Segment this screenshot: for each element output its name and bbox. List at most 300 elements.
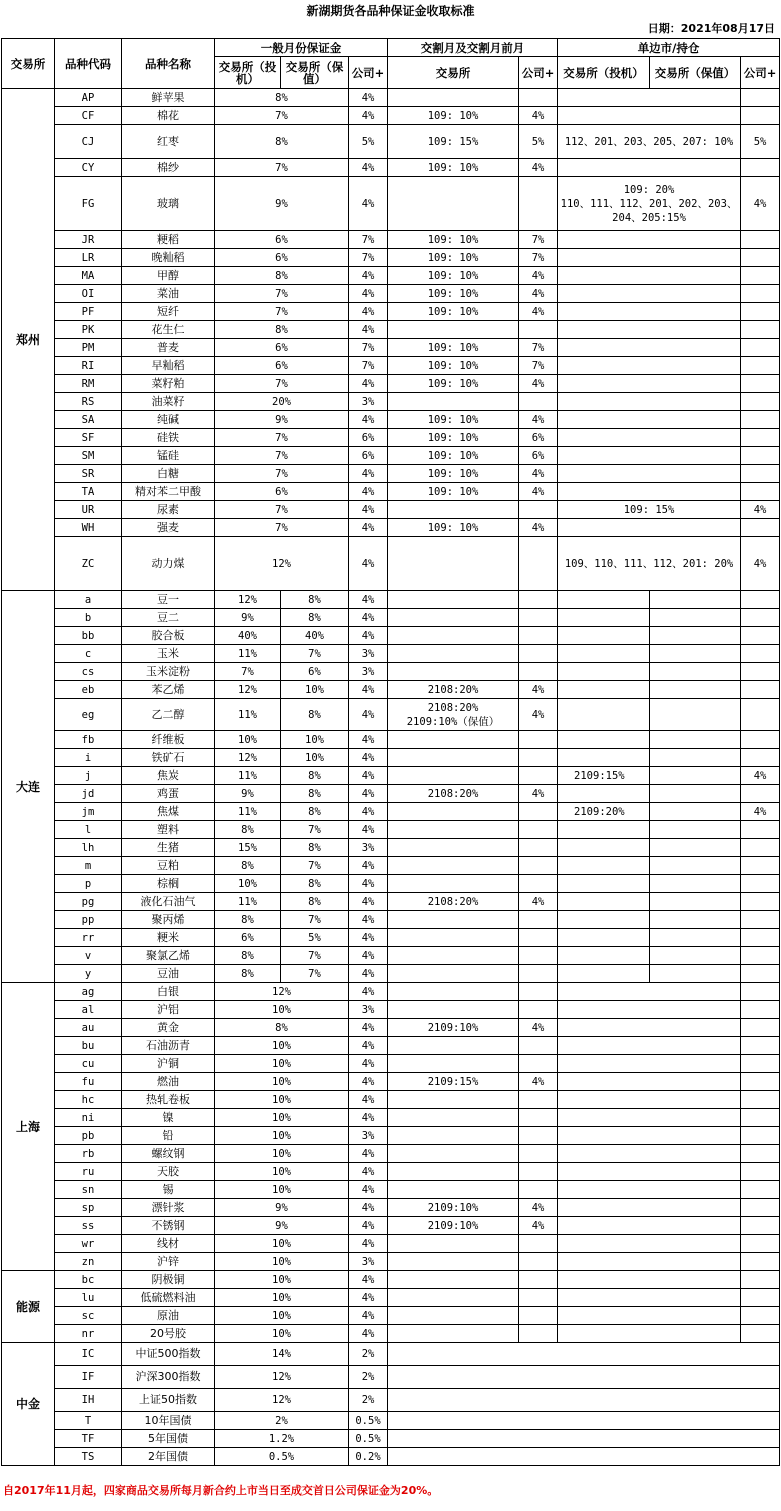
delivery-company-cell — [519, 767, 558, 785]
delivery-margin-cell — [388, 1271, 519, 1289]
code-cell: SF — [55, 429, 122, 447]
company-add-cell: 4% — [349, 519, 388, 537]
table-row — [2, 839, 780, 857]
margin-cell: 10% — [215, 1181, 349, 1199]
table-row — [2, 1163, 780, 1181]
single-company-cell — [741, 1253, 780, 1271]
delivery-margin-cell: 109: 10% — [388, 285, 519, 303]
delivery-margin-cell: 109: 15% — [388, 125, 519, 159]
delivery-company-cell — [519, 645, 558, 663]
code-cell: sn — [55, 1181, 122, 1199]
company-add-cell: 4% — [349, 749, 388, 767]
margin-hedge-cell: 10% — [281, 749, 349, 767]
margin-cell: 8% — [215, 321, 349, 339]
single-company-cell — [741, 983, 780, 1001]
delivery-margin-cell — [388, 839, 519, 857]
margin-hedge-cell: 8% — [281, 609, 349, 627]
single-side-cell — [558, 285, 741, 303]
single-hedge-cell — [650, 591, 741, 609]
table-row — [2, 1271, 780, 1289]
product-name-cell: 白糖 — [122, 465, 215, 483]
delivery-company-cell: 4% — [519, 303, 558, 321]
margin-cell: 8% — [215, 125, 349, 159]
product-name-cell: 强麦 — [122, 519, 215, 537]
code-cell: jd — [55, 785, 122, 803]
delivery-company-cell — [519, 1253, 558, 1271]
margin-cell: 7% — [215, 465, 349, 483]
product-name-cell: 黄金 — [122, 1019, 215, 1037]
single-side-cell — [558, 1163, 741, 1181]
table-row — [2, 125, 780, 159]
product-name-cell: 红枣 — [122, 125, 215, 159]
table-row — [2, 1037, 780, 1055]
code-cell: fb — [55, 731, 122, 749]
code-cell: ni — [55, 1109, 122, 1127]
single-side-cell — [558, 483, 741, 501]
single-company-cell — [741, 965, 780, 983]
company-add-cell: 4% — [349, 965, 388, 983]
delivery-company-cell — [519, 1145, 558, 1163]
delivery-company-cell: 4% — [519, 159, 558, 177]
single-company-cell — [741, 1325, 780, 1343]
single-hedge-cell — [650, 857, 741, 875]
delivery-company-cell — [519, 1307, 558, 1325]
margin-cell: 20% — [215, 393, 349, 411]
single-company-cell — [741, 1037, 780, 1055]
company-add-cell: 4% — [349, 1055, 388, 1073]
table-row — [2, 483, 780, 501]
code-cell: hc — [55, 1091, 122, 1109]
code-cell: bu — [55, 1037, 122, 1055]
delivery-margin-cell — [388, 857, 519, 875]
delivery-margin-cell — [388, 1253, 519, 1271]
table-row — [2, 1127, 780, 1145]
single-side-cell — [558, 375, 741, 393]
code-cell: nr — [55, 1325, 122, 1343]
delivery-company-cell — [519, 857, 558, 875]
product-name-cell: 螺纹钢 — [122, 1145, 215, 1163]
empty-cell — [388, 1412, 780, 1430]
company-add-cell: 4% — [349, 159, 388, 177]
company-add-cell: 4% — [349, 483, 388, 501]
company-add-cell: 7% — [349, 339, 388, 357]
single-speculation-cell — [558, 857, 650, 875]
margin-speculation-cell: 8% — [215, 821, 281, 839]
delivery-margin-cell: 109: 10% — [388, 519, 519, 537]
margin-cell: 9% — [215, 1217, 349, 1235]
delivery-company-cell — [519, 89, 558, 107]
single-speculation-cell — [558, 663, 650, 681]
margin-cell: 1.2% — [215, 1430, 349, 1448]
single-company-cell — [741, 1109, 780, 1127]
single-hedge-cell — [650, 785, 741, 803]
margin-hedge-cell: 40% — [281, 627, 349, 645]
single-side-cell — [558, 231, 741, 249]
product-name-cell: 甲醇 — [122, 267, 215, 285]
single-speculation-cell: 2109:20% — [558, 803, 650, 821]
product-name-cell: 沪锌 — [122, 1253, 215, 1271]
company-add-cell: 4% — [349, 893, 388, 911]
exchange-cell: 能源 — [2, 1271, 55, 1343]
delivery-margin-cell — [388, 645, 519, 663]
margin-hedge-cell: 8% — [281, 591, 349, 609]
single-side-cell — [558, 267, 741, 285]
code-cell: OI — [55, 285, 122, 303]
table-row — [2, 231, 780, 249]
single-side-cell — [558, 89, 741, 107]
delivery-company-cell: 4% — [519, 483, 558, 501]
delivery-company-cell: 4% — [519, 699, 558, 731]
table-row — [2, 1091, 780, 1109]
code-cell: ag — [55, 983, 122, 1001]
single-side-cell — [558, 1289, 741, 1307]
product-name-cell: 玉米 — [122, 645, 215, 663]
product-name-cell: 棕榈 — [122, 875, 215, 893]
company-add-cell: 3% — [349, 1001, 388, 1019]
product-name-cell: 石油沥青 — [122, 1037, 215, 1055]
table-row — [2, 1199, 780, 1217]
delivery-margin-cell: 109: 10% — [388, 107, 519, 125]
single-side-cell: 109: 20% 110、111、112、201、202、203、204、205:15% — [558, 177, 741, 231]
single-hedge-cell — [650, 731, 741, 749]
code-cell: IH — [55, 1389, 122, 1412]
product-name-cell: 铅 — [122, 1127, 215, 1145]
table-row — [2, 1389, 780, 1412]
company-add-cell: 4% — [349, 107, 388, 125]
code-cell: l — [55, 821, 122, 839]
table-row — [2, 1412, 780, 1430]
single-hedge-cell — [650, 821, 741, 839]
delivery-margin-cell: 109: 10% — [388, 231, 519, 249]
company-add-cell: 4% — [349, 1091, 388, 1109]
company-add-cell: 4% — [349, 911, 388, 929]
delivery-margin-cell — [388, 1091, 519, 1109]
table-row — [2, 699, 780, 731]
delivery-margin-cell: 109: 10% — [388, 429, 519, 447]
table-row — [2, 1019, 780, 1037]
empty-cell — [388, 1343, 780, 1366]
margin-cell: 10% — [215, 1235, 349, 1253]
company-add-cell: 4% — [349, 1325, 388, 1343]
single-side-cell — [558, 1253, 741, 1271]
margin-cell: 8% — [215, 267, 349, 285]
table-row — [2, 1448, 780, 1466]
margin-cell: 10% — [215, 1289, 349, 1307]
delivery-company-cell: 4% — [519, 1019, 558, 1037]
delivery-company-cell — [519, 1001, 558, 1019]
margin-hedge-cell: 7% — [281, 645, 349, 663]
company-add-cell: 0.2% — [349, 1448, 388, 1466]
single-side-cell — [558, 249, 741, 267]
product-name-cell: 鸡蛋 — [122, 785, 215, 803]
table-row — [2, 159, 780, 177]
table-row — [2, 591, 780, 609]
delivery-company-cell: 6% — [519, 429, 558, 447]
delivery-company-cell: 4% — [519, 519, 558, 537]
single-company-cell — [741, 375, 780, 393]
table-row — [2, 1289, 780, 1307]
single-side-cell — [558, 303, 741, 321]
single-company-cell — [741, 609, 780, 627]
delivery-company-cell — [519, 321, 558, 339]
margin-cell: 12% — [215, 537, 349, 591]
company-add-cell: 4% — [349, 731, 388, 749]
product-name-cell: 塑料 — [122, 821, 215, 839]
empty-cell — [388, 1366, 780, 1389]
delivery-margin-cell — [388, 591, 519, 609]
product-name-cell: 沪深300指数 — [122, 1366, 215, 1389]
code-cell: RS — [55, 393, 122, 411]
single-speculation-cell — [558, 645, 650, 663]
single-speculation-cell — [558, 965, 650, 983]
delivery-company-cell — [519, 911, 558, 929]
delivery-margin-cell — [388, 1109, 519, 1127]
product-name-cell: 沪铜 — [122, 1055, 215, 1073]
single-company-cell — [741, 785, 780, 803]
single-side-cell — [558, 1325, 741, 1343]
product-name-cell: 焦炭 — [122, 767, 215, 785]
delivery-margin-cell: 2108:20% — [388, 681, 519, 699]
table-row — [2, 249, 780, 267]
table-row — [2, 1430, 780, 1448]
header-delivery-exchange: 交易所 — [388, 57, 519, 89]
product-name-cell: 不锈钢 — [122, 1217, 215, 1235]
exchange-cell: 上海 — [2, 983, 55, 1271]
single-company-cell — [741, 893, 780, 911]
company-add-cell: 4% — [349, 465, 388, 483]
product-name-cell: 热轧卷板 — [122, 1091, 215, 1109]
delivery-company-cell — [519, 1037, 558, 1055]
single-speculation-cell — [558, 749, 650, 767]
margin-cell: 7% — [215, 519, 349, 537]
delivery-margin-cell — [388, 875, 519, 893]
single-company-cell — [741, 1145, 780, 1163]
margin-speculation-cell: 11% — [215, 893, 281, 911]
delivery-company-cell — [519, 731, 558, 749]
delivery-company-cell: 4% — [519, 1199, 558, 1217]
header-delivery-month: 交割月及交割月前月 — [388, 39, 558, 57]
single-side-cell — [558, 1181, 741, 1199]
margin-hedge-cell: 10% — [281, 731, 349, 749]
company-add-cell: 4% — [349, 303, 388, 321]
header-delivery-company: 公司+ — [519, 57, 558, 89]
exchange-cell: 郑州 — [2, 89, 55, 591]
code-cell: zn — [55, 1253, 122, 1271]
single-company-cell — [741, 89, 780, 107]
table-row — [2, 749, 780, 767]
single-side-cell — [558, 393, 741, 411]
margin-cell: 2% — [215, 1412, 349, 1430]
margin-speculation-cell: 9% — [215, 785, 281, 803]
delivery-company-cell: 4% — [519, 375, 558, 393]
single-company-cell — [741, 627, 780, 645]
delivery-margin-cell: 109: 10% — [388, 357, 519, 375]
product-name-cell: 晚籼稻 — [122, 249, 215, 267]
margin-cell: 9% — [215, 177, 349, 231]
table-row — [2, 447, 780, 465]
delivery-company-cell: 4% — [519, 411, 558, 429]
margin-speculation-cell: 12% — [215, 681, 281, 699]
code-cell: fu — [55, 1073, 122, 1091]
single-company-cell — [741, 929, 780, 947]
margin-cell: 7% — [215, 375, 349, 393]
margin-speculation-cell: 8% — [215, 911, 281, 929]
code-cell: sc — [55, 1307, 122, 1325]
product-name-cell: 液化石油气 — [122, 893, 215, 911]
company-add-cell: 3% — [349, 1253, 388, 1271]
single-speculation-cell — [558, 929, 650, 947]
table-row — [2, 339, 780, 357]
product-name-cell: 镍 — [122, 1109, 215, 1127]
delivery-margin-cell — [388, 1181, 519, 1199]
delivery-company-cell — [519, 983, 558, 1001]
code-cell: eb — [55, 681, 122, 699]
company-add-cell: 4% — [349, 1199, 388, 1217]
product-name-cell: 动力煤 — [122, 537, 215, 591]
table-row — [2, 357, 780, 375]
company-add-cell: 4% — [349, 627, 388, 645]
code-cell: JR — [55, 231, 122, 249]
single-company-cell — [741, 393, 780, 411]
single-side-cell — [558, 519, 741, 537]
margin-cell: 10% — [215, 1325, 349, 1343]
table-row — [2, 803, 780, 821]
table-row — [2, 411, 780, 429]
product-name-cell: 聚丙烯 — [122, 911, 215, 929]
company-add-cell: 4% — [349, 1163, 388, 1181]
single-side-cell — [558, 1055, 741, 1073]
product-name-cell: 乙二醇 — [122, 699, 215, 731]
table-row — [2, 519, 780, 537]
table-row — [2, 107, 780, 125]
single-company-cell: 4% — [741, 177, 780, 231]
product-name-cell: 生猪 — [122, 839, 215, 857]
single-side-cell — [558, 411, 741, 429]
single-company-cell — [741, 645, 780, 663]
company-add-cell: 4% — [349, 1037, 388, 1055]
single-company-cell — [741, 1199, 780, 1217]
code-cell: pg — [55, 893, 122, 911]
delivery-company-cell: 7% — [519, 357, 558, 375]
delivery-company-cell: 4% — [519, 893, 558, 911]
single-company-cell — [741, 699, 780, 731]
delivery-company-cell: 7% — [519, 339, 558, 357]
single-hedge-cell — [650, 839, 741, 857]
margin-hedge-cell: 7% — [281, 857, 349, 875]
header-exchange: 交易所 — [2, 39, 55, 89]
delivery-margin-cell — [388, 1325, 519, 1343]
margin-hedge-cell: 8% — [281, 839, 349, 857]
single-side-cell — [558, 1217, 741, 1235]
header-exchange-hedge: 交易所（保值） — [281, 57, 349, 89]
company-add-cell: 4% — [349, 929, 388, 947]
code-cell: IF — [55, 1366, 122, 1389]
delivery-company-cell — [519, 1055, 558, 1073]
table-row — [2, 1181, 780, 1199]
empty-cell — [388, 1448, 780, 1466]
single-speculation-cell — [558, 609, 650, 627]
single-side-cell — [558, 447, 741, 465]
table-row — [2, 875, 780, 893]
single-hedge-cell — [650, 645, 741, 663]
table-row — [2, 857, 780, 875]
company-add-cell: 4% — [349, 267, 388, 285]
code-cell: cs — [55, 663, 122, 681]
company-add-cell: 4% — [349, 375, 388, 393]
single-company-cell — [741, 1055, 780, 1073]
single-company-cell — [741, 465, 780, 483]
delivery-margin-cell — [388, 731, 519, 749]
delivery-margin-cell — [388, 663, 519, 681]
table-row — [2, 1001, 780, 1019]
single-company-cell — [741, 159, 780, 177]
code-cell: p — [55, 875, 122, 893]
margin-cell: 8% — [215, 1019, 349, 1037]
delivery-company-cell — [519, 537, 558, 591]
delivery-margin-cell: 109: 10% — [388, 447, 519, 465]
delivery-margin-cell: 2108:20% — [388, 893, 519, 911]
single-hedge-cell — [650, 663, 741, 681]
code-cell: pb — [55, 1127, 122, 1145]
company-add-cell: 4% — [349, 1145, 388, 1163]
header-name: 品种名称 — [122, 39, 215, 89]
single-hedge-cell — [650, 947, 741, 965]
single-company-cell: 4% — [741, 803, 780, 821]
product-name-cell: 花生仁 — [122, 321, 215, 339]
company-add-cell: 3% — [349, 393, 388, 411]
single-hedge-cell — [650, 893, 741, 911]
single-hedge-cell — [650, 749, 741, 767]
table-row — [2, 303, 780, 321]
code-cell: RI — [55, 357, 122, 375]
delivery-margin-cell — [388, 1001, 519, 1019]
single-speculation-cell — [558, 731, 650, 749]
single-side-cell — [558, 465, 741, 483]
product-name-cell: 油菜籽 — [122, 393, 215, 411]
table-row — [2, 1366, 780, 1389]
margin-hedge-cell: 8% — [281, 785, 349, 803]
table-row — [2, 177, 780, 231]
margin-cell: 10% — [215, 1163, 349, 1181]
margin-table — [1, 38, 780, 1466]
margin-hedge-cell: 8% — [281, 699, 349, 731]
single-side-cell — [558, 1235, 741, 1253]
margin-hedge-cell: 5% — [281, 929, 349, 947]
single-side-cell — [558, 159, 741, 177]
margin-speculation-cell: 8% — [215, 857, 281, 875]
company-add-cell: 7% — [349, 249, 388, 267]
single-company-cell — [741, 303, 780, 321]
product-name-cell: 苯乙烯 — [122, 681, 215, 699]
single-hedge-cell — [650, 681, 741, 699]
single-hedge-cell — [650, 699, 741, 731]
margin-hedge-cell: 7% — [281, 911, 349, 929]
company-add-cell: 6% — [349, 429, 388, 447]
product-name-cell: 豆一 — [122, 591, 215, 609]
company-add-cell: 4% — [349, 411, 388, 429]
delivery-margin-cell — [388, 947, 519, 965]
delivery-company-cell — [519, 1235, 558, 1253]
table-row — [2, 267, 780, 285]
delivery-margin-cell: 109: 10% — [388, 411, 519, 429]
single-company-cell — [741, 875, 780, 893]
table-row — [2, 429, 780, 447]
margin-cell: 10% — [215, 1091, 349, 1109]
delivery-company-cell — [519, 821, 558, 839]
company-add-cell: 3% — [349, 663, 388, 681]
single-company-cell — [741, 681, 780, 699]
product-name-cell: 菜籽粕 — [122, 375, 215, 393]
